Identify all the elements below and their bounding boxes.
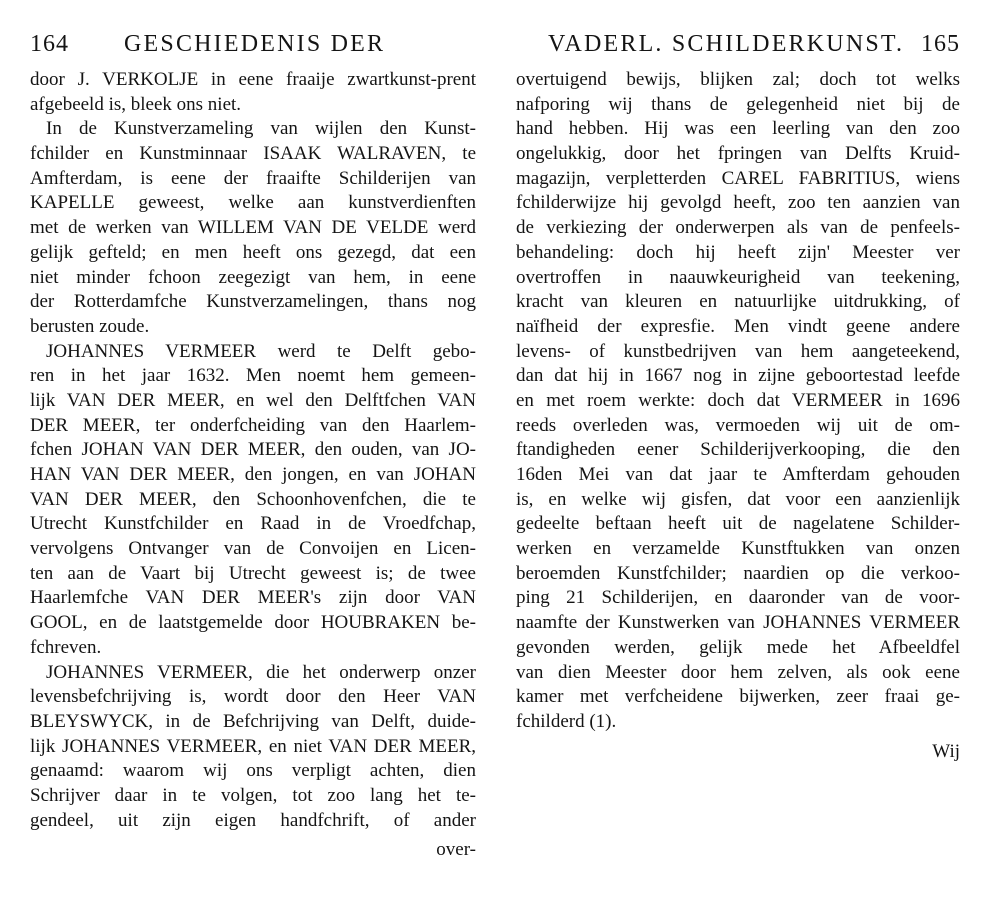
text-line: fchilderwijze hij gevolgd heeft, zoo ten aanzien van — [516, 192, 960, 214]
text-line: In de Kunstverzameling van wijlen den Kunst- — [46, 118, 476, 140]
text-line: nafporing wij thans de gelegenheid niet bij de — [516, 93, 960, 115]
text-line: overtuigend bewijs, blijken zal; doch tot welks — [516, 69, 960, 90]
text-line: Haarlemfche VAN DER MEER's zijn door VAN — [30, 587, 476, 609]
text-line: naamfte der Kunstwerken van JOHANNES VERMEER — [516, 612, 960, 634]
running-head-title: VADERL. SCHILDERKUNST. — [548, 31, 905, 57]
catchword: Wij — [932, 740, 960, 762]
text-line: niet minder fchoon zeegezigt van hem, in eene — [30, 266, 476, 288]
text-line: HAN VAN DER MEER, den jongen, en van JOHAN — [30, 464, 476, 485]
text-line: fchilderd (1). — [516, 710, 617, 732]
text-line: ping 21 Schilderijen, en daaronder van de voor- — [516, 587, 960, 609]
text-line: kamer met verfcheidene bijwerken, zeer fraai ge- — [516, 686, 960, 708]
text-line: is, en welke wij gisfen, dat voor een aanzienlijk — [516, 488, 960, 510]
body-text — [30, 68, 476, 833]
text-line: JOHANNES VERMEER, die het onderwerp onzer — [46, 661, 476, 683]
text-line: hand hebben. Hij was een leerling van den zoo — [516, 118, 960, 140]
text-line: magazijn, verpletterden CAREL FABRITIUS, wiens — [516, 167, 960, 189]
running-head-title: GESCHIEDENIS DER — [124, 31, 386, 57]
text-line: vervolgens Ontvanger van de Convoijen en Licen- — [30, 538, 476, 560]
text-line: ren in het jaar 1632. Men noemt hem gemeen- — [30, 365, 476, 387]
text-line: KAPELLE geweest, welke aan kunstverdienften — [30, 192, 476, 214]
text-line: DER MEER, ter onderfcheiding van den Haarlem- — [30, 414, 476, 436]
text-line: afgebeeld is, bleek ons niet. — [30, 93, 242, 115]
text-line: Utrecht Kunstfchilder en Raad in de Vroedfchap, — [30, 513, 476, 535]
text-line: ongelukkig, door het fpringen van Delfts Kruid- — [516, 143, 960, 165]
text-line: ten aan de Vaart bij Utrecht geweest is; de twee — [30, 562, 476, 584]
text-line: behandeling: doch hij heeft zijn' Meester ver — [516, 241, 960, 263]
text-line: naïfheid der expresfie. Men vindt geene andere — [516, 315, 960, 337]
text-line: GOOL, en de laatstgemelde door HOUBRAKEN be- — [30, 612, 476, 634]
text-line: overtroffen in naauwkeurigheid van teekening, — [516, 266, 960, 288]
text-line: met de werken van WILLEM VAN DE VELDE werd — [30, 217, 476, 239]
text-line: levens- of kunstbedrijven van hem aangeteekend, — [516, 340, 960, 362]
text-line: fchen JOHAN VAN DER MEER, den ouden, van JO- — [30, 439, 476, 461]
text-line: VAN DER MEER, den Schoonhovenfchen, die te — [30, 488, 476, 510]
catchword: over- — [436, 839, 476, 861]
text-line: fchilder en Kunstminnaar ISAAK WALRAVEN, te — [30, 143, 476, 165]
text-line: Amfterdam, is eene der fraaifte Schilderijen van — [30, 167, 476, 189]
text-line: en met roem werkte: doch dat VERMEER in 1696 — [516, 389, 960, 411]
text-line: werken en verzamelde Kunstftukken van onzen — [516, 538, 960, 560]
text-line: beroemden Kunstfchilder; naardien op die verkoo- — [516, 562, 960, 584]
text-line: reeds overleden was, vermoeden wij uit de om- — [516, 414, 960, 436]
text-line: levensbefchrijving is, wordt door den Heer VAN — [30, 686, 476, 708]
text-line: JOHANNES VERMEER werd te Delft gebo- — [46, 340, 476, 362]
page-number: 164 — [30, 31, 69, 57]
right-page — [516, 28, 960, 763]
text-line: lijk JOHANNES VERMEER, en niet VAN DER MEER, — [30, 735, 476, 757]
running-head — [30, 28, 476, 60]
text-line: ftandigheden eener Schilderijverkooping, die den — [516, 439, 960, 461]
text-line: gedeelte beftaan heeft uit de nagelatene Schilder- — [516, 513, 960, 535]
text-line: fchreven. — [30, 636, 102, 658]
text-line: genaamd: waarom wij ons verpligt achten, dien — [30, 760, 476, 782]
text-line: 16den Mei van dat jaar te Amfterdam gehouden — [516, 464, 960, 485]
text-line: kracht van kleuren en natuurlijke uitdrukking, of — [516, 291, 960, 313]
text-line: de verkiezing der onderwerpen als van de penfeels- — [516, 217, 960, 239]
text-line: dan dat hij in 1667 nog in zijne geboortestad leefde — [516, 365, 960, 387]
text-line: van dien Meester door hem zelven, als ook eene — [516, 661, 960, 683]
text-line: door J. VERKOLJE in eene fraaije zwartkunst-prent — [30, 69, 476, 90]
text-line: Schrijver daar in te volgen, tot zoo lang het te- — [30, 784, 476, 806]
running-head — [516, 28, 960, 60]
page-number: 165 — [921, 31, 960, 57]
body-text — [516, 68, 960, 735]
text-line: der Rotterdamfche Kunstverzamelingen, thans nog — [30, 291, 476, 313]
left-page — [30, 28, 476, 861]
text-line: BLEYSWYCK, in de Befchrijving van Delft, duide- — [30, 710, 476, 732]
text-line: lijk VAN DER MEER, en wel den Delftfchen VAN — [30, 389, 476, 411]
text-line: gelijk gefteld; en men heeft ons gezegd, dat een — [30, 241, 476, 263]
text-line: gevonden werden, gelijk mede het Afbeeldfel — [516, 636, 960, 658]
text-line: gendeel, uit zijn eigen handfchrift, of ander — [30, 809, 476, 831]
text-line: berusten zoude. — [30, 315, 150, 337]
